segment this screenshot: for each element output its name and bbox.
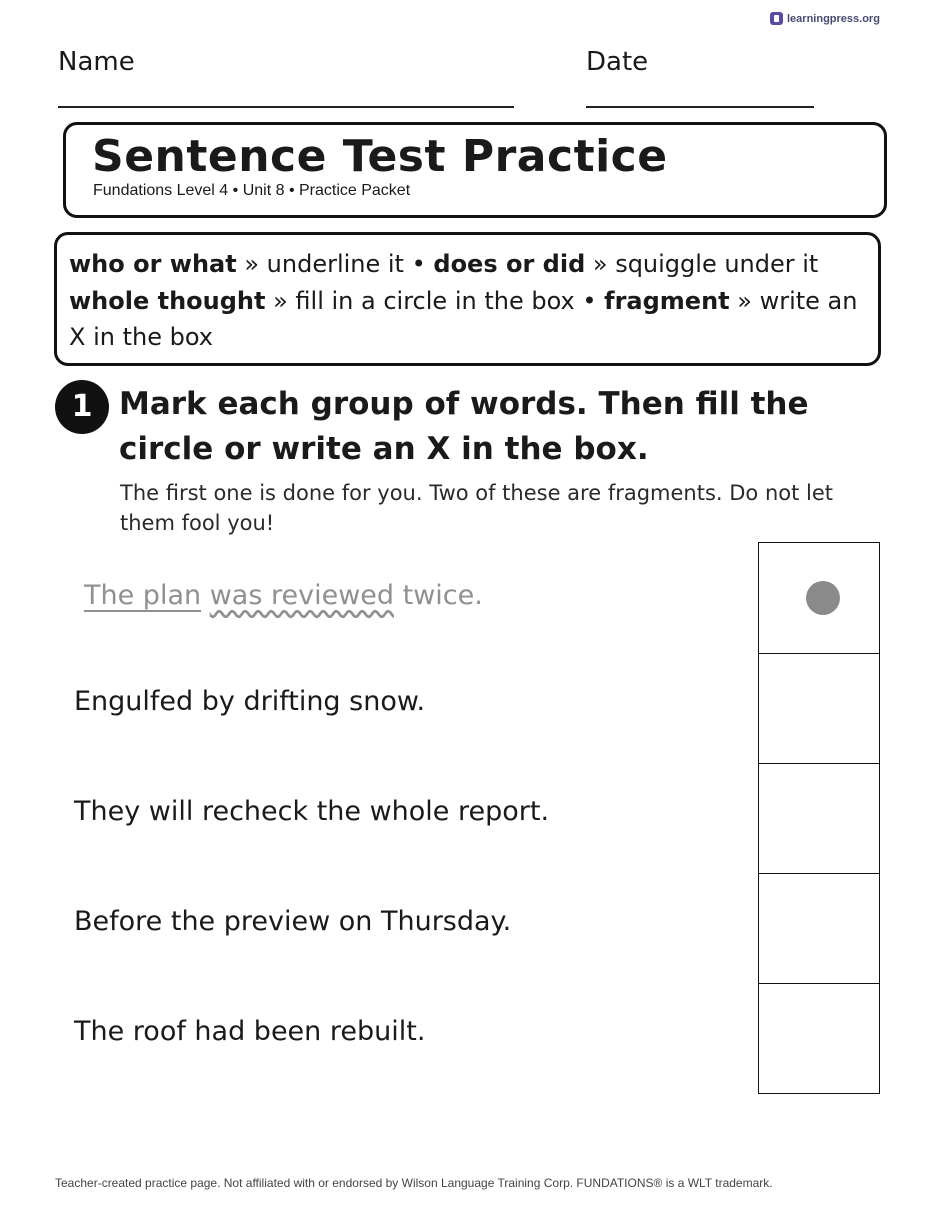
date-line[interactable] <box>586 106 814 108</box>
answer-box[interactable] <box>759 983 879 1093</box>
answer-box[interactable] <box>759 763 879 873</box>
example-verb: was reviewed <box>209 580 395 611</box>
marking-key <box>54 232 881 366</box>
key-whole-thought-rule: » fill in a circle in the box <box>265 287 575 315</box>
section-number: 1 <box>55 380 109 434</box>
key-fragment-rule: » write an X in the box <box>69 287 858 351</box>
answer-column <box>758 542 880 1094</box>
site-logo <box>770 12 880 25</box>
name-line[interactable] <box>58 106 514 108</box>
page-subtitle: Fundations Level 4 • Unit 8 • Practice Packet <box>93 182 411 199</box>
date-label: Date <box>586 47 649 77</box>
answer-box-example <box>759 543 879 653</box>
key-who-what: who or what <box>69 250 237 278</box>
key-whole-thought: whole thought <box>69 287 266 315</box>
example-sentence <box>84 580 483 611</box>
answer-box[interactable] <box>759 873 879 983</box>
key-separator: • <box>574 287 605 315</box>
footer-disclaimer: Teacher-created practice page. Not affiliated with or endorsed by Wilson Language Training Corp. FUNDATIONS® is a WLT trademark. <box>55 1176 773 1190</box>
key-fragment: fragment <box>604 287 730 315</box>
section-note: The first one is done for you. Two of these are fragments. Do not let them fool you! <box>120 481 834 535</box>
sentence-item[interactable]: The roof had been rebuilt. <box>74 1016 426 1047</box>
sentence-item[interactable]: Engulfed by drifting snow. <box>74 686 426 717</box>
page-title: Sentence Test Practice <box>92 131 668 182</box>
section-instruction: Mark each group of words. Then fill the circle or write an X in the box. <box>119 386 809 467</box>
logo-text: learningpress.org <box>787 12 880 25</box>
title-box <box>63 122 887 218</box>
key-separator: • <box>403 250 434 278</box>
example-rest: twice. <box>402 580 483 611</box>
name-label: Name <box>58 47 135 77</box>
sentence-item[interactable]: They will recheck the whole report. <box>74 796 550 827</box>
answer-box[interactable] <box>759 653 879 763</box>
key-who-what-rule: » underline it <box>236 250 404 278</box>
key-does-did-rule: » squiggle under it <box>585 250 819 278</box>
filled-circle-icon <box>806 581 840 615</box>
example-subject: The plan <box>84 580 202 611</box>
logo-icon <box>770 12 783 25</box>
key-does-did: does or did <box>433 250 586 278</box>
sentence-item[interactable]: Before the preview on Thursday. <box>74 906 512 937</box>
